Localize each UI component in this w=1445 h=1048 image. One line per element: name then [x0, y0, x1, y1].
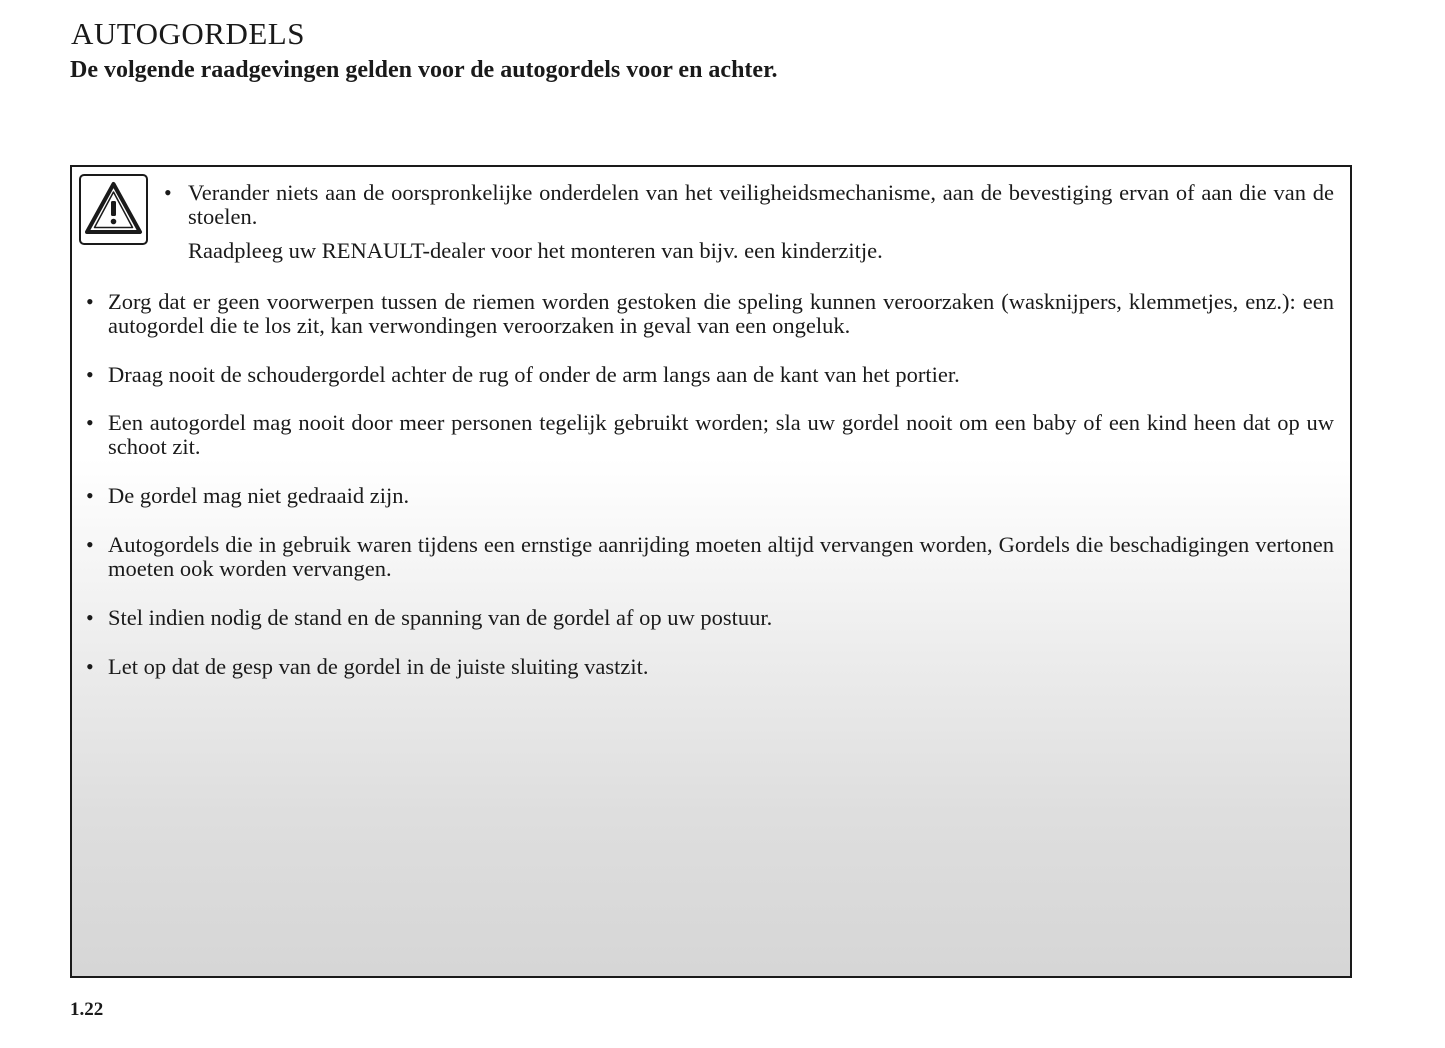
warning-item-text: Verander niets aan de oorspronkelijke onderdelen van het veiligheidsmechanisme, aan de bevestiging ervan of aan die van de stoelen. — [188, 180, 1334, 229]
warning-box — [70, 165, 1352, 978]
warning-item-text: Stel indien nodig de stand en de spanning van de gordel af op uw postuur. — [108, 605, 773, 630]
warning-item-2 — [86, 290, 1334, 338]
bullet: • — [86, 362, 94, 387]
warning-item-text: Draag nooit de schoudergordel achter de rug of onder de arm langs aan de kant van het portier. — [108, 362, 960, 387]
bullet: • — [86, 605, 94, 630]
warning-item-4 — [86, 411, 1334, 459]
bullet: • — [86, 654, 94, 679]
warning-item-7 — [86, 606, 1334, 630]
warning-item-3 — [86, 363, 1334, 387]
bullet: • — [86, 289, 94, 314]
bullet: • — [164, 180, 172, 205]
page-subtitle: De volgende raadgevingen gelden voor de autogordels voor en achter. — [70, 57, 778, 83]
warning-item-1 — [164, 181, 1334, 263]
warning-item-text: Zorg dat er geen voorwerpen tussen de riemen worden gestoken die speling kunnen veroorzaken (wasknijpers, klemmetjes, enz.): een autogordel die te los zit, kan verwondingen veroorzaken in geval van een ongeluk. — [108, 289, 1334, 338]
warning-item-5 — [86, 484, 1334, 508]
warning-item-text: De gordel mag niet gedraaid zijn. — [108, 483, 410, 508]
bullet: • — [86, 532, 94, 557]
warning-item-subtext: Raadpleeg uw RENAULT-dealer voor het monteren van bijv. een kinderzitje. — [188, 238, 883, 263]
warning-item-8 — [86, 655, 1334, 679]
warning-item-text: Let op dat de gesp van de gordel in de juiste sluiting vastzit. — [108, 654, 649, 679]
bullet: • — [86, 410, 94, 435]
warning-triangle-icon — [79, 174, 148, 245]
warning-item-6 — [86, 533, 1334, 581]
page-number: 1.22 — [70, 999, 104, 1020]
warning-item-text: Een autogordel mag nooit door meer personen tegelijk gebruikt worden; sla uw gordel nooit om een baby of een kind heen dat op uw schoot zit. — [108, 410, 1334, 459]
bullet: • — [86, 483, 94, 508]
page-title: AUTOGORDELS — [71, 16, 305, 51]
warning-item-text: Autogordels die in gebruik waren tijdens een ernstige aanrijding moeten altijd vervangen worden, Gordels die beschadigingen vertonen moeten ook worden vervangen. — [108, 532, 1334, 581]
